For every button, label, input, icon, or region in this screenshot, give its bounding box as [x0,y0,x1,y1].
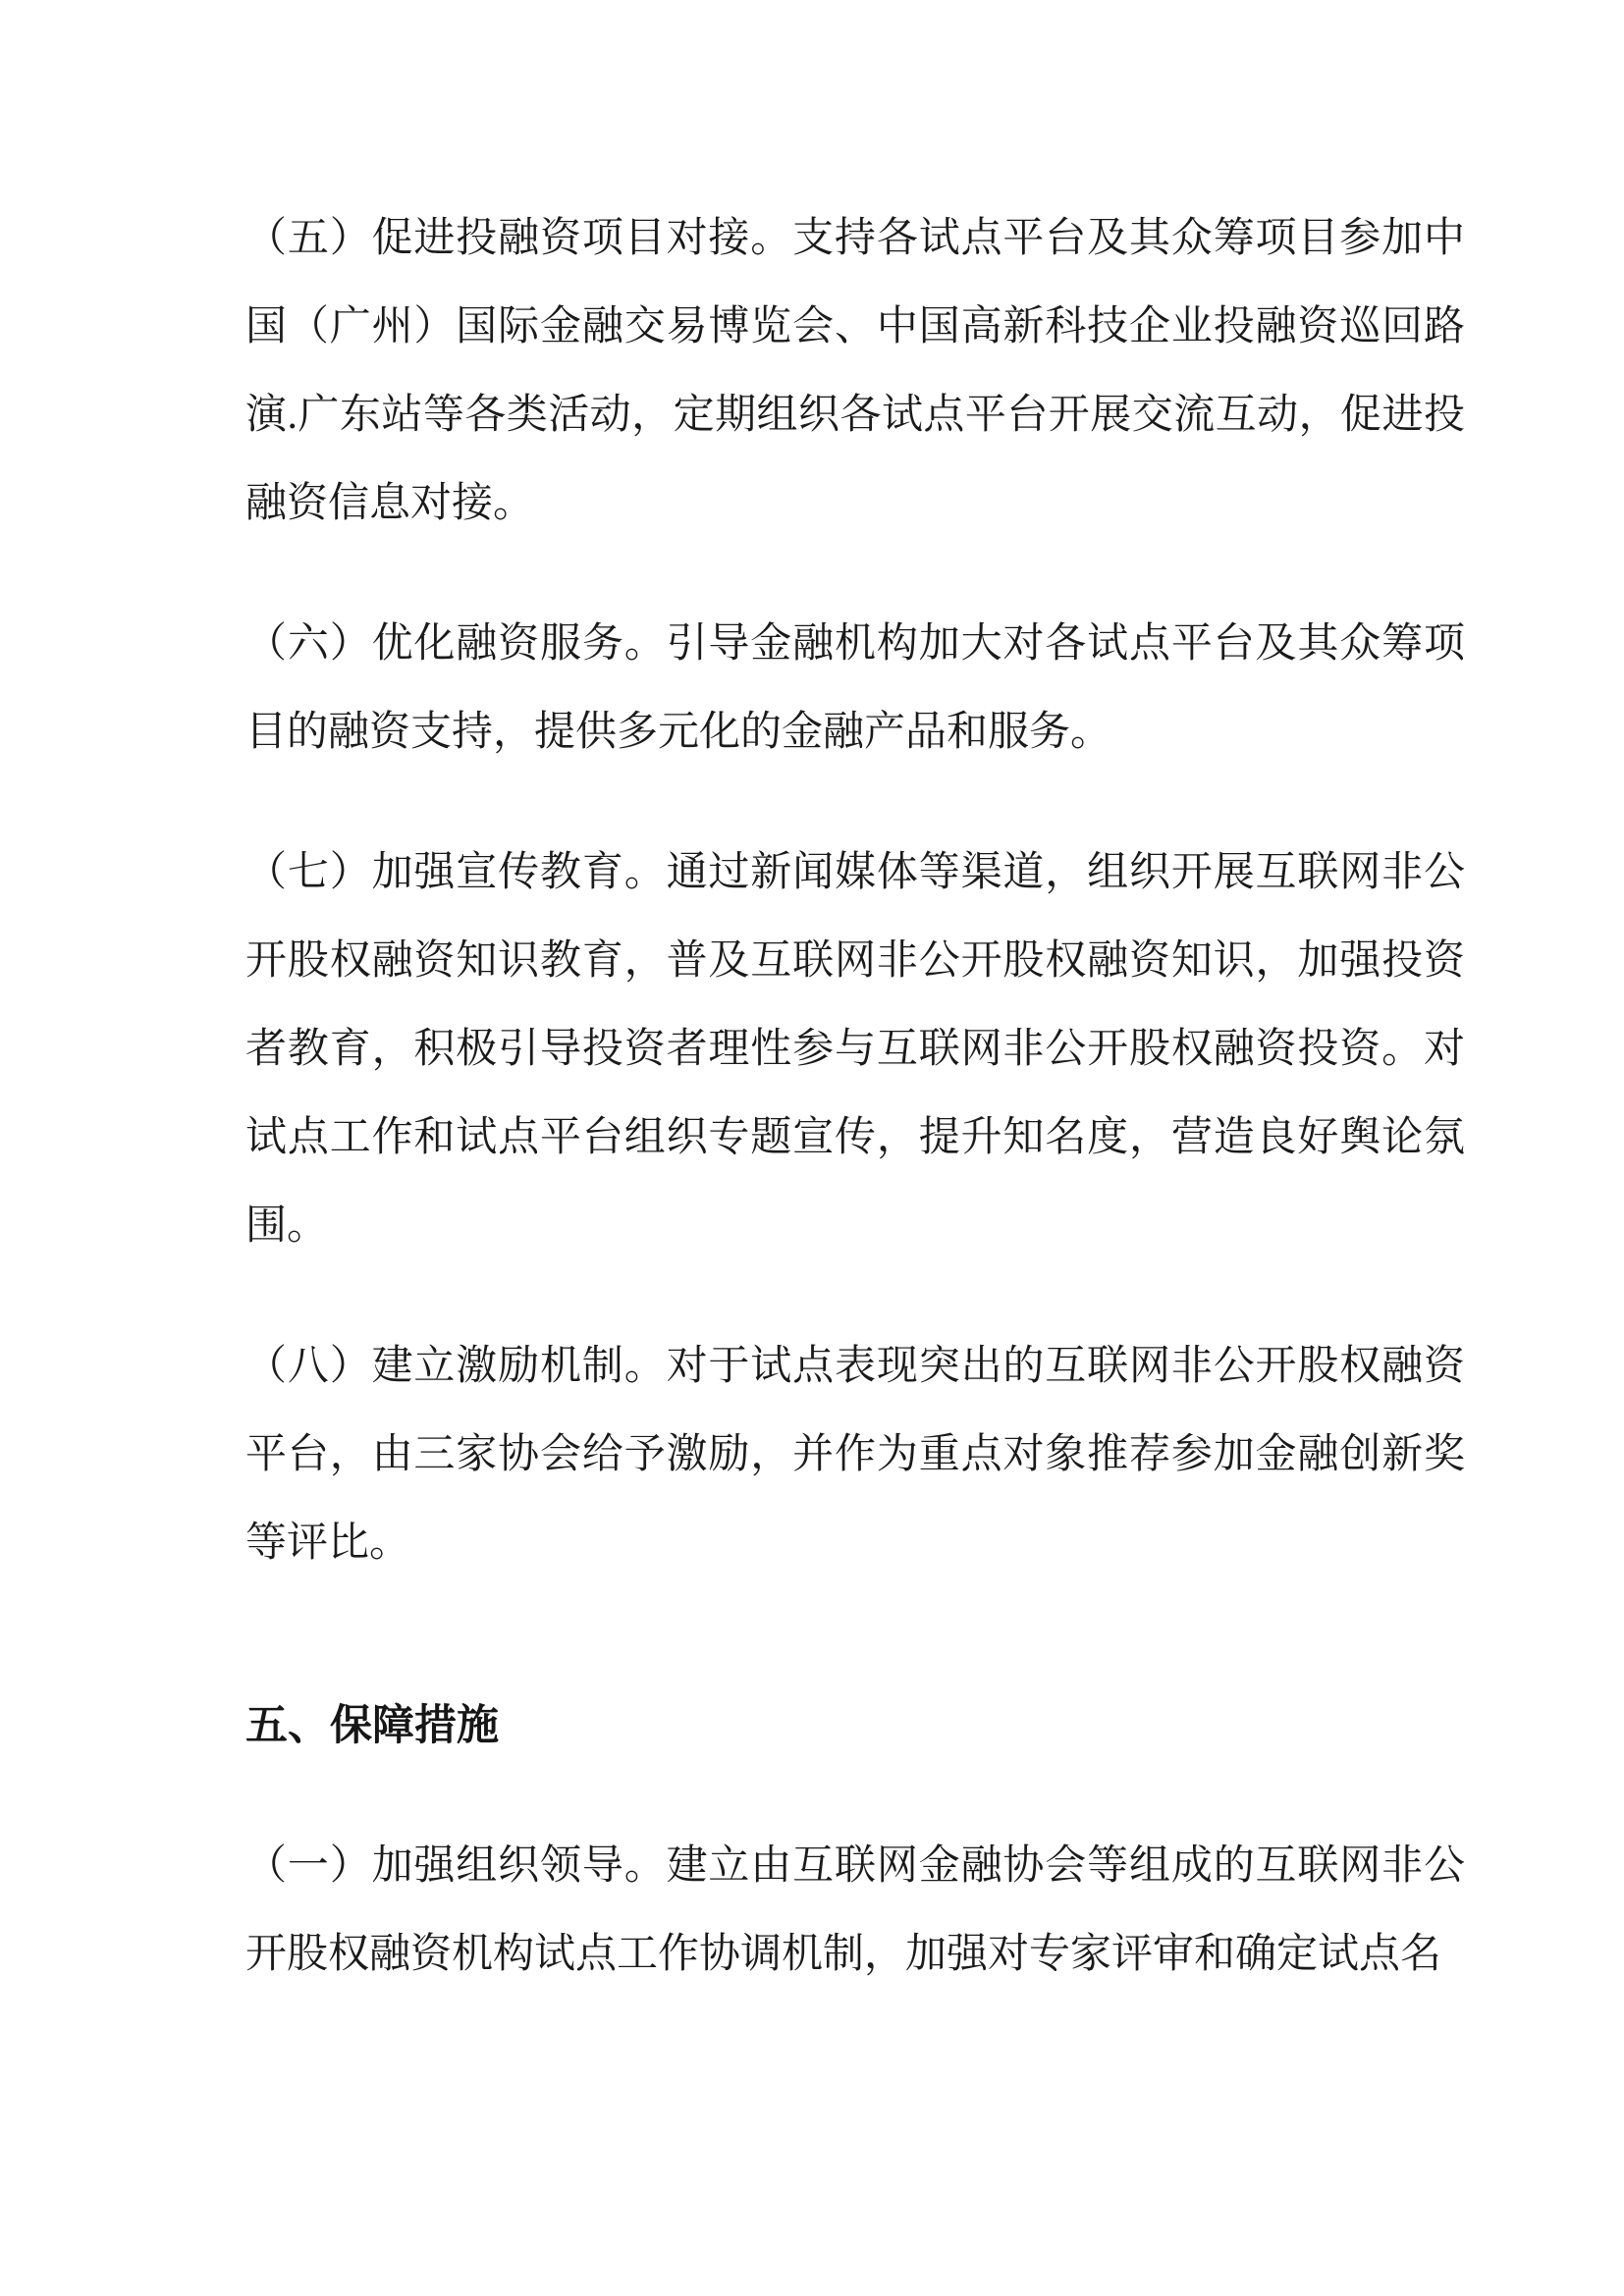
document-content [245,194,1465,1999]
body-paragraph-item-7: （七）加强宣传教育。通过新闻媒体等渠道，组织开展互联网非公开股权融资知识教育，普及互联网非公开股权融资知识，加强投资者教育，积极引导投资者理性参与互联网非公开股权融资投资。对试点工作和试点平台组织专题宣传，提升知名度，营造良好舆论氛围。 [245,850,1465,1249]
body-paragraph-item-6: （六）优化融资服务。引导金融机构加大对各试点平台及其众筹项目的融资支持，提供多元化的金融产品和服务。 [245,621,1465,755]
section-heading-safeguard-measures: 五、保障措施 [245,1702,499,1749]
body-paragraph-item-8: （八）建立激励机制。对于试点表现突出的互联网非公开股权融资平台，由三家协会给予激励，并作为重点对象推荐参加金融创新奖等评比。 [245,1344,1465,1566]
body-paragraph-item-1: （一）加强组织领导。建立由互联网金融协会等组成的互联网非公开股权融资机构试点工作协调机制，加强对专家评审和确定试点名 [245,1843,1465,1977]
body-paragraph-item-5: （五）促进投融资项目对接。支持各试点平台及其众筹项目参加中国（广州）国际金融交易博览会、中国高新科技企业投融资巡回路演.广东站等各类活动，定期组织各试点平台开展交流互动，促进投融资信息对接。 [245,216,1465,526]
